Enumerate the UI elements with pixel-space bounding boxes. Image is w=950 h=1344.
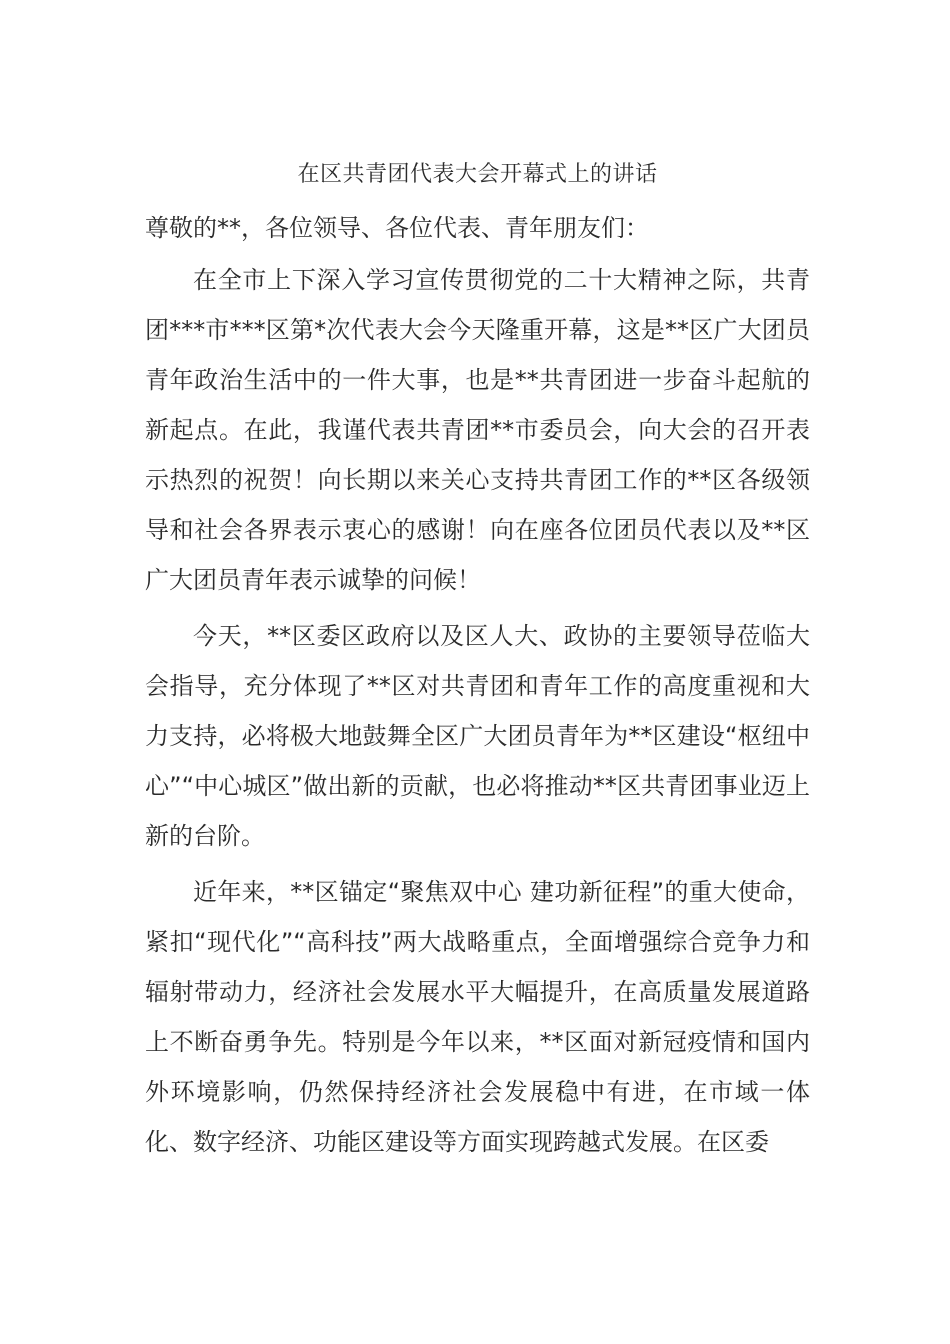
paragraph-1: 在全市上下深入学习宣传贯彻党的二十大精神之际，共青团***市***区第*次代表大会今天隆重开幕，这是**区广大团员青年政治生活中的一件大事，也是**共青团进一步奋斗起航的新起点。在此，我谨代表共青团**市委员会，向大会的召开表示热烈的祝贺！向长期以来关心支持共青团工作的**区各级领导和社会各界表示衷心的感谢！向在座各位团员代表以及**区广大团员青年表示诚挚的问候！ — [145, 266, 810, 594]
paragraph-2: 今天，**区委区政府以及区人大、政协的主要领导莅临大会指导，充分体现了**区对共青团和青年工作的高度重视和大力支持，必将极大地鼓舞全区广大团员青年为**区建设“枢纽中心”“中心城区”做出新的贡献，也必将推动**区共青团事业迈上新的台阶。 — [145, 622, 810, 850]
paragraph-3: 近年来，**区锚定“聚焦双中心 建功新征程”的重大使命，紧扣“现代化”“高科技”两大战略重点，全面增强综合竞争力和辐射带动力，经济社会发展水平大幅提升，在高质量发展道路上不断奋勇争先。特别是今年以来，**区面对新冠疫情和国内外环境影响，仍然保持经济社会发展稳中有进，在市域一体化、数字经济、功能区建设等方面实现跨越式发展。在区委 — [145, 878, 810, 1156]
document-title: 在区共青团代表大会开幕式上的讲话 — [297, 162, 658, 187]
document-body — [145, 155, 810, 1173]
salutation: 尊敬的**，各位领导、各位代表、青年朋友们： — [145, 214, 649, 242]
